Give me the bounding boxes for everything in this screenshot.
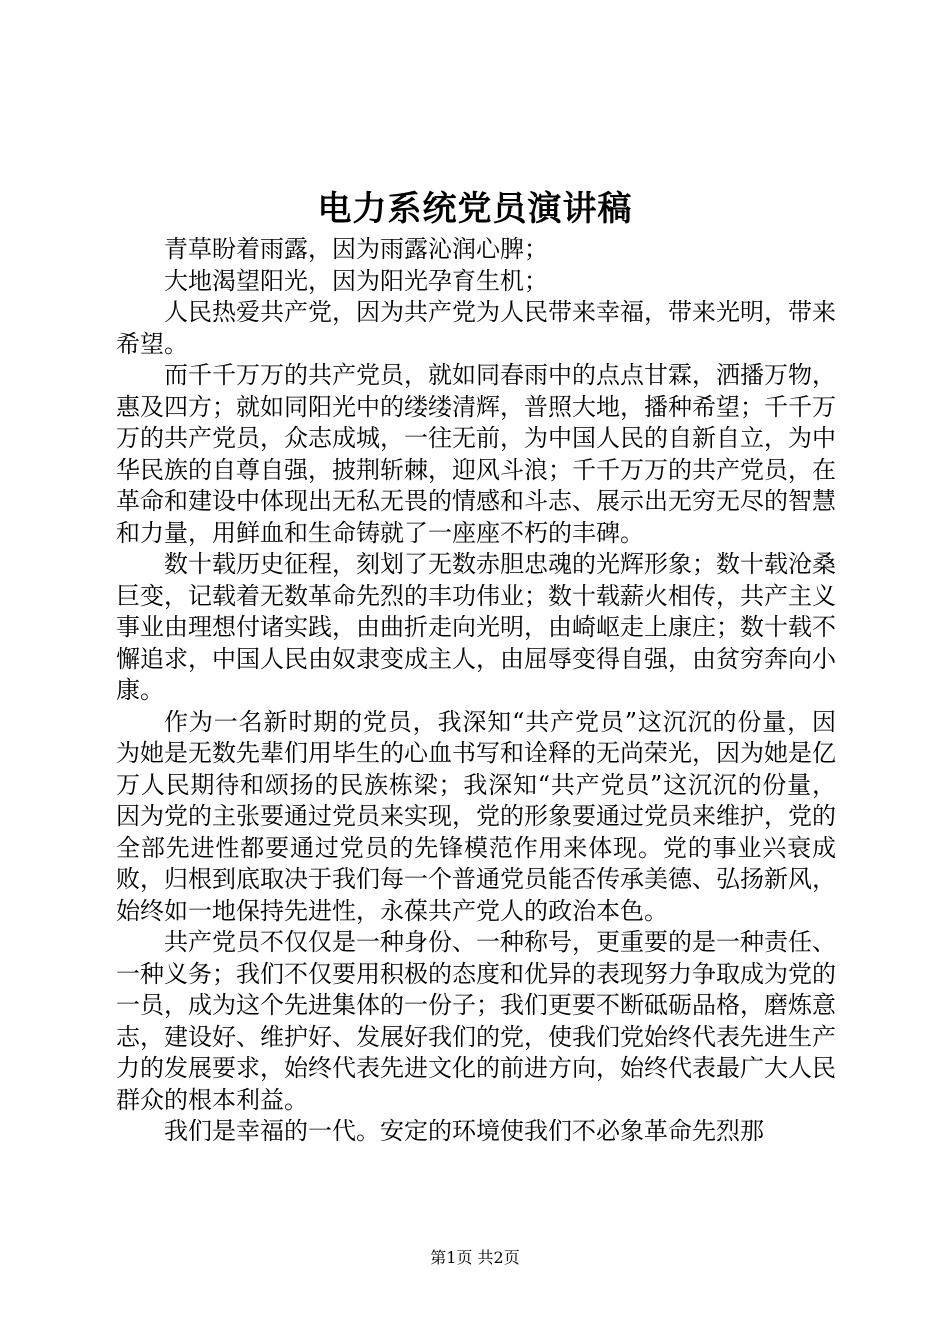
paragraph: 人民热爱共产党，因为共产党为人民带来幸福，带来光明，带来希望。: [116, 298, 836, 358]
paragraph: 共产党员不仅仅是一种身份、一种称号，更重要的是一种责任、一种义务；我们不仅要用积极的态度和优异的表现努力争取成为党的一员，成为这个先进集体的一份子；我们更要不断砥砺品格，磨炼意志，建设好、维护好、发展好我们的党，使我们党始终代表先进生产力的发展要求，始终代表先进文化的前进方向，始终代表最广大人民群众的根本利益。: [116, 928, 836, 1114]
document-body: [116, 234, 836, 1148]
paragraph: 数十载历史征程，刻划了无数赤胆忠魂的光辉形象；数十载沧桑巨变，记载着无数革命先烈的丰功伟业；数十载薪火相传，共产主义事业由理想付诸实践，由曲折走向光明，由崎岖走上康庄；数十载不懈追求，中国人民由奴隶变成主人，由屈辱变得自强，由贫穷奔向小康。: [116, 550, 836, 704]
paragraph: 大地渴望阳光，因为阳光孕育生机；: [164, 266, 548, 295]
paragraph: 作为一名新时期的党员，我深知“共产党员”这沉沉的份量，因为她是无数先辈们用毕生的心血书写和诠释的无尚荣光，因为她是亿万人民期待和颂扬的民族栋梁；我深知“共产党员”这沉沉的份量，因为党的主张要通过党员来实现，党的形象要通过党员来维护，党的全部先进性都要通过党员的先锋模范作用来体现。党的事业兴衰成败，归根到底取决于我们每一个普通党员能否传承美德、弘扬新风，始终如一地保持先进性，永葆共产党人的政治本色。: [116, 707, 836, 925]
paragraph: 青草盼着雨露，因为雨露沁润心脾；: [164, 235, 548, 263]
page-number-footer: 第1页 共2页: [430, 1248, 520, 1267]
document-title: 电力系统党员演讲稿: [317, 189, 633, 229]
paragraph: 而千千万万的共产党员，就如同春雨中的点点甘霖，洒播万物，惠及四方；就如同阳光中的缕缕清辉，普照大地，播种希望；千千万万的共产党员，众志成城，一往无前，为中国人民的自新自立，为中华民族的自尊自强，披荆斩棘，迎风斗浪；千千万万的共产党员，在革命和建设中体现出无私无畏的情感和斗志、展示出无穷无尽的智慧和力量，用鲜血和生命铸就了一座座不朽的丰碑。: [116, 361, 836, 547]
paragraph: 我们是幸福的一代。安定的环境使我们不必象革命先烈那: [164, 1117, 764, 1145]
